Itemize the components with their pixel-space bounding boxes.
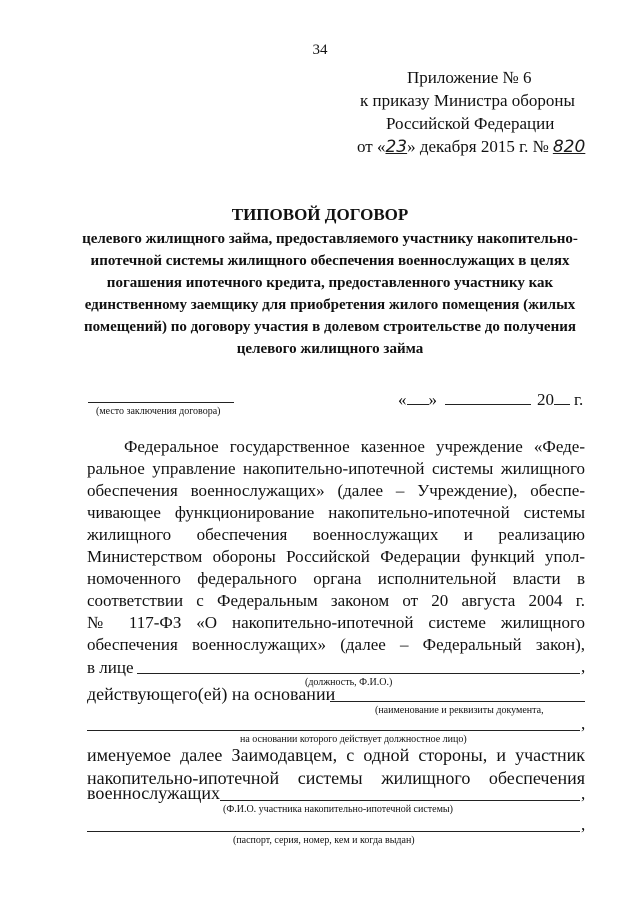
document-field-line[interactable]	[330, 701, 585, 702]
document-subtitle: целевого жилищного займа, предоставляемого участнику накопительно-ипотечной системы жилищного обеспечения военнослужащих в целях погашения ипотечного кредита, предоставленного участнику как единственному заемщику для приобретения жилого помещения (жилых помещений) по договору участия в долевом строительстве до получения целевого жилищного займа	[82, 231, 578, 357]
body-line-5: жилищного обеспечения военнослужащих и реализацию	[87, 525, 585, 544]
body-line-9: № 117-ФЗ «О накопительно-ипотечной системе жилищного	[87, 613, 585, 632]
annex-line-1: Приложение № 6	[407, 68, 532, 87]
servicemen-label: военнослужащих	[87, 783, 220, 803]
page-number: 34	[312, 42, 328, 58]
body-line-1: Федеральное государственное казенное учреждение «Феде-	[124, 437, 585, 456]
body-line-8: соответствии с Федеральным законом от 20 августа 2004 г.	[87, 591, 585, 610]
passport-hint: (паспорт, серия, номер, кем и когда выдан)	[233, 835, 415, 846]
lender-line-1: именуемое далее Заимодавцем, с одной стороны, и участник	[87, 745, 585, 765]
annex-date-open: от «	[357, 137, 386, 156]
annex-number-handwritten: 820	[552, 137, 586, 157]
body-line-2: ральное управление накопительно-ипотечной системы жилищного	[87, 459, 585, 478]
in-person-label: в лице	[87, 658, 134, 677]
annex-line-3: Российской Федерации	[386, 114, 555, 133]
date-close-quote: »	[428, 390, 437, 409]
date-year-prefix: 20	[537, 390, 554, 409]
annex-day-handwritten: 23	[385, 137, 408, 157]
annex-date-rest: » декабря 2015 г. №	[407, 137, 549, 156]
date-open-quote: «	[398, 390, 407, 409]
basis-comma: ,	[581, 714, 586, 733]
annex-line-2: к приказу Министра обороны	[360, 91, 575, 110]
basis-hint: на основании которого действует должностное лицо)	[240, 734, 467, 745]
participant-comma: ,	[581, 784, 586, 803]
passport-comma: ,	[581, 815, 586, 834]
date-year-suffix: г.	[574, 390, 584, 409]
document-hint: (наименование и реквизиты документа,	[375, 705, 544, 716]
body-line-4: чивающее функционирование накопительно-ипотечной системы	[87, 503, 585, 522]
acting-label: действующего(ей) на основании	[87, 684, 336, 704]
document-title: ТИПОВОЙ ДОГОВОР	[231, 205, 409, 224]
date-month-blank[interactable]	[445, 390, 531, 405]
body-line-6: Министерством обороны Российской Федерации функций упол-	[87, 547, 585, 566]
body-line-10: обеспечения военнослужащих» (далее – Федеральный закон),	[87, 635, 585, 654]
participant-hint: (Ф.И.О. участника накопительно-ипотечной системы)	[223, 804, 453, 815]
date-day-blank[interactable]	[407, 390, 429, 405]
lender-line-2: накопительно-ипотечной системы жилищного обеспечения	[87, 768, 585, 788]
participant-field-line[interactable]	[220, 800, 580, 801]
date-year-blank[interactable]	[554, 390, 570, 405]
place-hint: (место заключения договора)	[96, 406, 221, 417]
passport-field-line[interactable]	[87, 831, 580, 832]
annex-line-4	[357, 135, 585, 159]
position-field-line[interactable]	[137, 673, 580, 674]
place-field-line[interactable]	[88, 402, 234, 403]
basis-field-line[interactable]	[87, 730, 580, 731]
position-hint: (должность, Ф.И.О.)	[305, 677, 393, 688]
date-field	[398, 388, 583, 411]
position-comma: ,	[581, 657, 586, 676]
body-line-3: обеспечения военнослужащих» (далее – Учреждение), обеспе-	[87, 481, 585, 500]
body-line-7: номоченного федерального органа исполнительной власти в	[87, 569, 585, 588]
